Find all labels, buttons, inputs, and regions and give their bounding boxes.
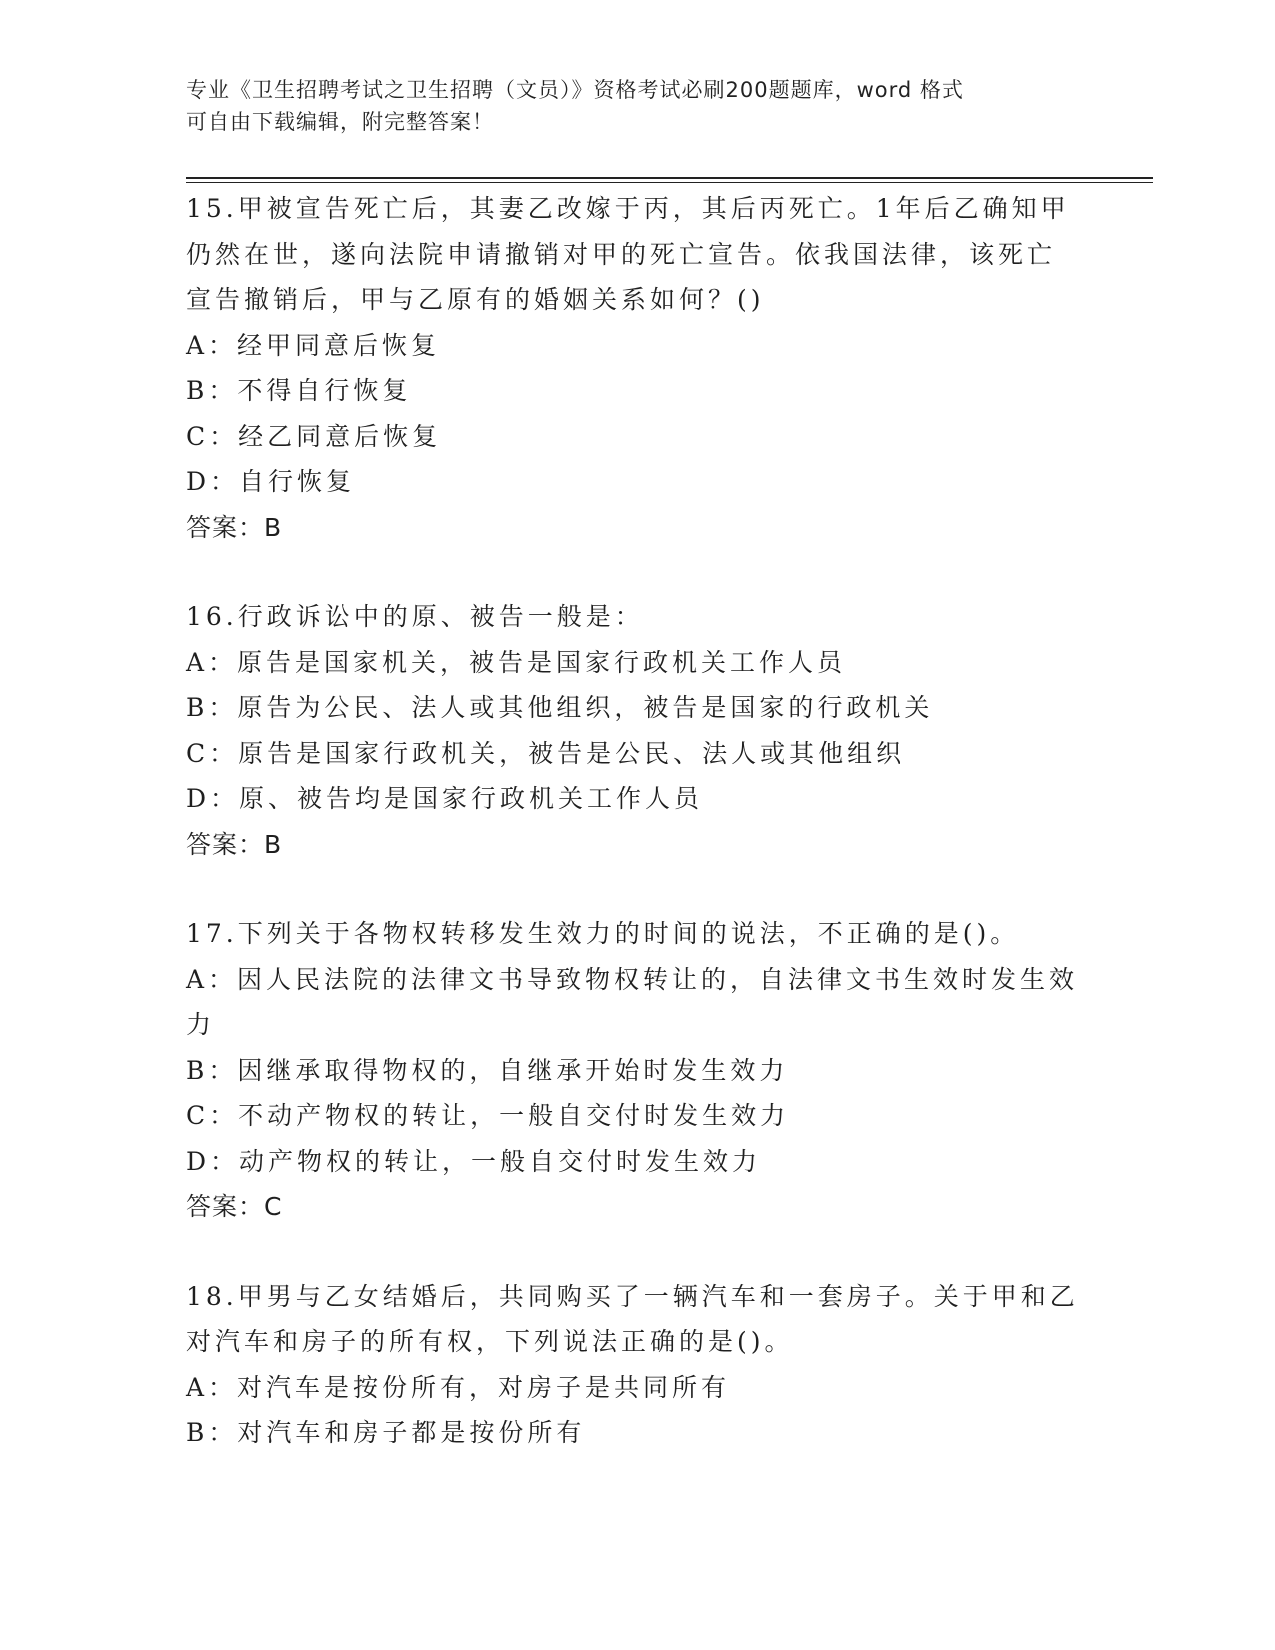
question-list <box>186 186 1086 1500</box>
question-stem-line: 仍然在世，遂向法院申请撤销对甲的死亡宣告。依我国法律，该死亡 <box>186 239 1057 269</box>
answer-label: 答案： <box>186 829 265 859</box>
answer-value: B <box>264 829 283 859</box>
question-stem-line: 宣告撤销后，甲与乙原有的婚姻关系如何？() <box>186 285 765 314</box>
option-a: A：因人民法院的法律文书导致物权转让的，自法律文书生效时发生效 <box>186 964 1079 994</box>
option-a-continued: 力 <box>186 1010 216 1039</box>
question-15 <box>186 186 1086 550</box>
question-17 <box>186 911 1086 1230</box>
question-16 <box>186 594 1086 867</box>
question-stem-line: 17.下列关于各物权转移发生效力的时间的说法，不正确的是()。 <box>186 919 1020 948</box>
question-stem-line: 18.甲男与乙女结婚后，共同购买了一辆汽车和一套房子。关于甲和乙 <box>186 1281 1079 1311</box>
option-d: D：动产物权的转让，一般自交付时发生效力 <box>186 1146 762 1176</box>
option-a: A：对汽车是按份所有，对房子是共同所有 <box>186 1372 731 1402</box>
option-b: B：因继承取得物权的，自继承开始时发生效力 <box>186 1055 789 1085</box>
header-title-line-2: 可自由下载编辑，附完整答案！ <box>186 110 494 134</box>
answer-label: 答案： <box>186 1192 265 1221</box>
question-stem-line: 15.甲被宣告死亡后，其妻乙改嫁于丙，其后丙死亡。1年后乙确知甲 <box>186 194 1070 223</box>
option-a: A：原告是国家机关，被告是国家行政机关工作人员 <box>186 647 847 677</box>
header-title-line-1: 专业《卫生招聘考试之卫生招聘（文员）》资格考试必刷200题题库，word 格式 <box>186 78 964 102</box>
header-divider <box>186 177 1153 183</box>
option-b: B：原告为公民、法人或其他组织，被告是国家的行政机关 <box>186 693 934 722</box>
option-d: D：原、被告均是国家行政机关工作人员 <box>186 784 704 813</box>
question-stem-line: 对汽车和房子的所有权，下列说法正确的是()。 <box>186 1327 794 1356</box>
answer-line <box>186 1184 1086 1230</box>
option-c: C：原告是国家行政机关，被告是公民、法人或其他组织 <box>186 738 906 768</box>
option-b: B：对汽车和房子都是按份所有 <box>186 1418 586 1447</box>
answer-value: B <box>264 512 283 542</box>
option-d: D：自行恢复 <box>186 467 356 496</box>
option-a: A：经甲同意后恢复 <box>186 330 441 360</box>
option-c: C：经乙同意后恢复 <box>186 421 442 451</box>
answer-label: 答案： <box>186 512 265 542</box>
option-b: B：不得自行恢复 <box>186 376 412 405</box>
question-stem-line: 16.行政诉讼中的原、被告一般是： <box>186 602 644 631</box>
answer-line <box>186 505 1086 551</box>
answer-line <box>186 822 1086 868</box>
answer-value: C <box>264 1192 283 1221</box>
question-18 <box>186 1274 1086 1456</box>
option-c: C：不动产物权的转让，一般自交付时发生效力 <box>186 1101 790 1130</box>
document-header <box>186 74 1066 138</box>
